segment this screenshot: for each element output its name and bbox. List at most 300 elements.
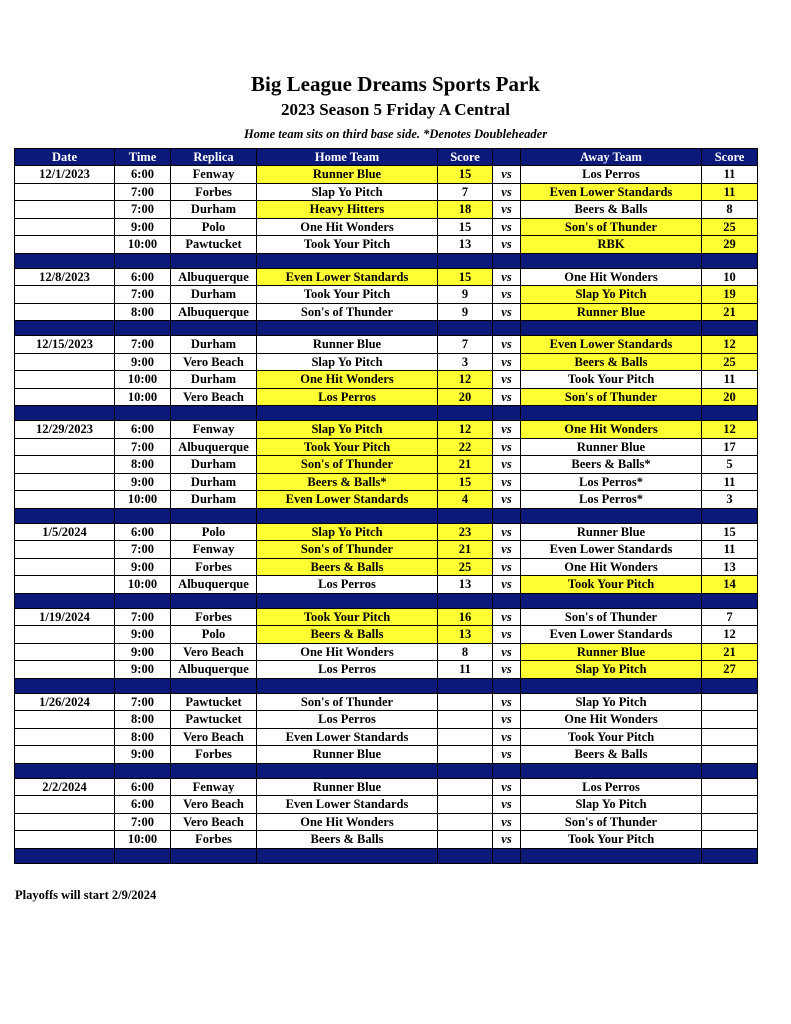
away-team: Son's of Thunder xyxy=(521,388,702,406)
home-team: Runner Blue xyxy=(257,746,438,764)
away-team: Runner Blue xyxy=(521,438,702,456)
away-score xyxy=(702,711,758,729)
away-team: Took Your Pitch xyxy=(521,831,702,849)
separator-cell xyxy=(438,848,493,863)
game-time: 9:00 xyxy=(115,661,171,679)
table-row xyxy=(15,778,758,796)
table-row xyxy=(15,218,758,236)
separator-cell xyxy=(257,848,438,863)
playoffs-note: Playoffs will start 2/9/2024 xyxy=(15,888,157,902)
separator-cell xyxy=(438,406,493,421)
separator-cell xyxy=(257,321,438,336)
home-score: 4 xyxy=(438,491,493,509)
away-team: Slap Yo Pitch xyxy=(521,693,702,711)
game-replica: Fenway xyxy=(171,166,257,184)
away-team: Runner Blue xyxy=(521,303,702,321)
table-row xyxy=(15,268,758,286)
game-time: 10:00 xyxy=(115,831,171,849)
separator-cell xyxy=(493,763,521,778)
game-date xyxy=(15,746,115,764)
game-time: 9:00 xyxy=(115,218,171,236)
game-time: 6:00 xyxy=(115,523,171,541)
away-score xyxy=(702,728,758,746)
vs-label: vs xyxy=(493,456,521,474)
week-separator xyxy=(15,406,758,421)
separator-cell xyxy=(15,678,115,693)
game-date: 12/29/2023 xyxy=(15,421,115,439)
away-score: 11 xyxy=(702,473,758,491)
home-team: Even Lower Standards xyxy=(257,491,438,509)
game-date xyxy=(15,236,115,254)
vs-label: vs xyxy=(493,353,521,371)
away-team: Even Lower Standards xyxy=(521,336,702,354)
away-score: 25 xyxy=(702,353,758,371)
game-date xyxy=(15,371,115,389)
home-score: 16 xyxy=(438,608,493,626)
column-header: Score xyxy=(702,149,758,166)
home-score: 12 xyxy=(438,371,493,389)
table-row xyxy=(15,421,758,439)
separator-cell xyxy=(493,406,521,421)
game-replica: Durham xyxy=(171,336,257,354)
home-score: 13 xyxy=(438,576,493,594)
week-separator xyxy=(15,848,758,863)
week-separator xyxy=(15,593,758,608)
game-replica: Vero Beach xyxy=(171,728,257,746)
away-team: Los Perros* xyxy=(521,491,702,509)
schedule-note: Home team sits on third base side. *Denotes Doubleheader xyxy=(243,127,548,141)
game-time: 6:00 xyxy=(115,421,171,439)
game-date xyxy=(15,813,115,831)
game-date xyxy=(15,643,115,661)
game-date xyxy=(15,831,115,849)
week-separator xyxy=(15,321,758,336)
away-score: 13 xyxy=(702,558,758,576)
vs-label: vs xyxy=(493,473,521,491)
home-score xyxy=(438,746,493,764)
table-row xyxy=(15,541,758,559)
game-time: 6:00 xyxy=(115,166,171,184)
away-score: 15 xyxy=(702,523,758,541)
table-row xyxy=(15,693,758,711)
away-score: 8 xyxy=(702,201,758,219)
away-team: Son's of Thunder xyxy=(521,608,702,626)
game-replica: Durham xyxy=(171,473,257,491)
table-row xyxy=(15,491,758,509)
game-replica: Albuquerque xyxy=(171,303,257,321)
separator-cell xyxy=(171,406,257,421)
separator-cell xyxy=(15,593,115,608)
game-replica: Vero Beach xyxy=(171,353,257,371)
vs-label: vs xyxy=(493,183,521,201)
table-row xyxy=(15,661,758,679)
home-score xyxy=(438,831,493,849)
column-header: Score xyxy=(438,149,493,166)
table-row xyxy=(15,456,758,474)
table-row xyxy=(15,728,758,746)
table-row xyxy=(15,286,758,304)
game-time: 8:00 xyxy=(115,303,171,321)
away-score: 5 xyxy=(702,456,758,474)
home-score: 15 xyxy=(438,218,493,236)
away-team: Slap Yo Pitch xyxy=(521,796,702,814)
game-date xyxy=(15,456,115,474)
game-date: 12/15/2023 xyxy=(15,336,115,354)
away-team: One Hit Wonders xyxy=(521,558,702,576)
away-team: One Hit Wonders xyxy=(521,268,702,286)
separator-cell xyxy=(257,593,438,608)
game-replica: Forbes xyxy=(171,831,257,849)
vs-label: vs xyxy=(493,371,521,389)
separator-cell xyxy=(115,321,171,336)
table-row xyxy=(15,336,758,354)
home-score: 15 xyxy=(438,473,493,491)
home-score: 11 xyxy=(438,661,493,679)
separator-cell xyxy=(15,508,115,523)
game-replica: Polo xyxy=(171,523,257,541)
separator-cell xyxy=(493,321,521,336)
away-score xyxy=(702,693,758,711)
game-replica: Forbes xyxy=(171,746,257,764)
home-score xyxy=(438,778,493,796)
separator-cell xyxy=(257,678,438,693)
home-score: 15 xyxy=(438,268,493,286)
game-replica: Durham xyxy=(171,371,257,389)
separator-cell xyxy=(438,508,493,523)
game-time: 6:00 xyxy=(115,796,171,814)
game-replica: Fenway xyxy=(171,778,257,796)
separator-cell xyxy=(115,763,171,778)
separator-cell xyxy=(521,848,702,863)
game-date: 12/1/2023 xyxy=(15,166,115,184)
vs-label: vs xyxy=(493,166,521,184)
vs-label: vs xyxy=(493,608,521,626)
separator-cell xyxy=(115,508,171,523)
vs-label: vs xyxy=(493,236,521,254)
home-score: 22 xyxy=(438,438,493,456)
game-time: 7:00 xyxy=(115,608,171,626)
game-replica: Pawtucket xyxy=(171,236,257,254)
away-score: 19 xyxy=(702,286,758,304)
away-score: 21 xyxy=(702,303,758,321)
page-title: Big League Dreams Sports Park xyxy=(251,72,540,96)
game-date xyxy=(15,541,115,559)
game-time: 6:00 xyxy=(115,268,171,286)
home-team: Took Your Pitch xyxy=(257,236,438,254)
home-team: Son's of Thunder xyxy=(257,456,438,474)
home-team: Los Perros xyxy=(257,388,438,406)
home-score: 7 xyxy=(438,183,493,201)
away-team: Even Lower Standards xyxy=(521,626,702,644)
separator-cell xyxy=(493,848,521,863)
home-score: 9 xyxy=(438,286,493,304)
game-date: 2/2/2024 xyxy=(15,778,115,796)
game-date: 1/26/2024 xyxy=(15,693,115,711)
game-time: 8:00 xyxy=(115,728,171,746)
separator-cell xyxy=(702,253,758,268)
away-score: 21 xyxy=(702,643,758,661)
separator-cell xyxy=(171,593,257,608)
table-header-row xyxy=(15,149,758,166)
game-replica: Durham xyxy=(171,201,257,219)
table-row xyxy=(15,608,758,626)
away-team: Took Your Pitch xyxy=(521,728,702,746)
home-score: 25 xyxy=(438,558,493,576)
game-replica: Forbes xyxy=(171,608,257,626)
game-date: 1/19/2024 xyxy=(15,608,115,626)
home-score: 8 xyxy=(438,643,493,661)
game-time: 7:00 xyxy=(115,286,171,304)
home-team: Took Your Pitch xyxy=(257,286,438,304)
game-replica: Pawtucket xyxy=(171,693,257,711)
table-row xyxy=(15,388,758,406)
separator-cell xyxy=(171,508,257,523)
separator-cell xyxy=(171,678,257,693)
away-score xyxy=(702,746,758,764)
home-score xyxy=(438,711,493,729)
vs-label: vs xyxy=(493,643,521,661)
away-team: Los Perros xyxy=(521,778,702,796)
table-row xyxy=(15,183,758,201)
away-score: 7 xyxy=(702,608,758,626)
game-date xyxy=(15,576,115,594)
game-time: 9:00 xyxy=(115,558,171,576)
table-row xyxy=(15,236,758,254)
vs-label: vs xyxy=(493,268,521,286)
separator-cell xyxy=(521,593,702,608)
home-score xyxy=(438,693,493,711)
vs-label: vs xyxy=(493,558,521,576)
week-separator xyxy=(15,763,758,778)
home-team: One Hit Wonders xyxy=(257,218,438,236)
game-date xyxy=(15,183,115,201)
table-row xyxy=(15,626,758,644)
column-header: Time xyxy=(115,149,171,166)
game-time: 8:00 xyxy=(115,711,171,729)
separator-cell xyxy=(493,593,521,608)
home-team: Beers & Balls xyxy=(257,831,438,849)
away-score: 12 xyxy=(702,421,758,439)
home-score: 13 xyxy=(438,236,493,254)
separator-cell xyxy=(15,848,115,863)
separator-cell xyxy=(521,253,702,268)
separator-cell xyxy=(521,508,702,523)
game-replica: Vero Beach xyxy=(171,643,257,661)
away-score: 14 xyxy=(702,576,758,594)
page-subtitle: 2023 Season 5 Friday A Central xyxy=(280,100,511,119)
game-replica: Fenway xyxy=(171,541,257,559)
game-time: 7:00 xyxy=(115,438,171,456)
separator-cell xyxy=(438,763,493,778)
separator-cell xyxy=(257,406,438,421)
table-row xyxy=(15,813,758,831)
away-team: One Hit Wonders xyxy=(521,711,702,729)
separator-cell xyxy=(702,508,758,523)
away-score: 12 xyxy=(702,336,758,354)
table-row xyxy=(15,438,758,456)
table-row xyxy=(15,746,758,764)
table-row xyxy=(15,201,758,219)
home-team: Son's of Thunder xyxy=(257,693,438,711)
vs-label: vs xyxy=(493,661,521,679)
home-team: Slap Yo Pitch xyxy=(257,523,438,541)
vs-label: vs xyxy=(493,388,521,406)
vs-label: vs xyxy=(493,831,521,849)
home-team: Slap Yo Pitch xyxy=(257,353,438,371)
home-score: 9 xyxy=(438,303,493,321)
away-team: Runner Blue xyxy=(521,643,702,661)
home-team: Even Lower Standards xyxy=(257,728,438,746)
home-score xyxy=(438,796,493,814)
game-date xyxy=(15,626,115,644)
home-team: Beers & Balls xyxy=(257,626,438,644)
game-replica: Durham xyxy=(171,491,257,509)
game-date xyxy=(15,201,115,219)
home-team: Son's of Thunder xyxy=(257,541,438,559)
away-score: 11 xyxy=(702,166,758,184)
column-header xyxy=(493,149,521,166)
home-score xyxy=(438,728,493,746)
game-time: 7:00 xyxy=(115,541,171,559)
away-team: Los Perros xyxy=(521,166,702,184)
away-score: 29 xyxy=(702,236,758,254)
column-header: Away Team xyxy=(521,149,702,166)
game-time: 9:00 xyxy=(115,473,171,491)
vs-label: vs xyxy=(493,626,521,644)
game-date xyxy=(15,796,115,814)
away-team: Even Lower Standards xyxy=(521,541,702,559)
home-team: Runner Blue xyxy=(257,336,438,354)
away-team: Son's of Thunder xyxy=(521,218,702,236)
game-replica: Albuquerque xyxy=(171,576,257,594)
game-time: 6:00 xyxy=(115,778,171,796)
home-team: Even Lower Standards xyxy=(257,796,438,814)
home-team: Slap Yo Pitch xyxy=(257,183,438,201)
vs-label: vs xyxy=(493,491,521,509)
home-score: 23 xyxy=(438,523,493,541)
column-header: Date xyxy=(15,149,115,166)
away-score: 20 xyxy=(702,388,758,406)
vs-label: vs xyxy=(493,336,521,354)
away-team: Took Your Pitch xyxy=(521,371,702,389)
home-team: Slap Yo Pitch xyxy=(257,421,438,439)
away-team: Slap Yo Pitch xyxy=(521,661,702,679)
home-score: 12 xyxy=(438,421,493,439)
vs-label: vs xyxy=(493,438,521,456)
game-replica: Forbes xyxy=(171,558,257,576)
home-team: One Hit Wonders xyxy=(257,643,438,661)
home-score: 13 xyxy=(438,626,493,644)
table-row xyxy=(15,473,758,491)
vs-label: vs xyxy=(493,693,521,711)
away-score: 25 xyxy=(702,218,758,236)
away-score xyxy=(702,831,758,849)
vs-label: vs xyxy=(493,746,521,764)
separator-cell xyxy=(115,406,171,421)
vs-label: vs xyxy=(493,286,521,304)
away-score: 27 xyxy=(702,661,758,679)
table-row xyxy=(15,303,758,321)
table-row xyxy=(15,643,758,661)
home-team: Los Perros xyxy=(257,661,438,679)
home-team: Runner Blue xyxy=(257,166,438,184)
away-score: 12 xyxy=(702,626,758,644)
separator-cell xyxy=(115,253,171,268)
column-header: Replica xyxy=(171,149,257,166)
home-team: Heavy Hitters xyxy=(257,201,438,219)
separator-cell xyxy=(702,321,758,336)
away-score: 3 xyxy=(702,491,758,509)
separator-cell xyxy=(521,406,702,421)
away-team: Beers & Balls xyxy=(521,201,702,219)
game-time: 9:00 xyxy=(115,353,171,371)
game-replica: Durham xyxy=(171,456,257,474)
away-team: RBK xyxy=(521,236,702,254)
separator-cell xyxy=(438,593,493,608)
game-time: 10:00 xyxy=(115,576,171,594)
separator-cell xyxy=(15,406,115,421)
game-time: 10:00 xyxy=(115,388,171,406)
home-team: Even Lower Standards xyxy=(257,268,438,286)
home-team: Took Your Pitch xyxy=(257,438,438,456)
game-time: 8:00 xyxy=(115,456,171,474)
home-score: 21 xyxy=(438,541,493,559)
game-replica: Albuquerque xyxy=(171,268,257,286)
separator-cell xyxy=(171,321,257,336)
game-time: 9:00 xyxy=(115,643,171,661)
game-replica: Fenway xyxy=(171,421,257,439)
vs-label: vs xyxy=(493,303,521,321)
game-replica: Polo xyxy=(171,626,257,644)
separator-cell xyxy=(115,848,171,863)
home-score: 18 xyxy=(438,201,493,219)
separator-cell xyxy=(438,678,493,693)
separator-cell xyxy=(493,253,521,268)
game-date: 1/5/2024 xyxy=(15,523,115,541)
separator-cell xyxy=(257,253,438,268)
vs-label: vs xyxy=(493,796,521,814)
home-score: 7 xyxy=(438,336,493,354)
table-row xyxy=(15,576,758,594)
game-replica: Forbes xyxy=(171,183,257,201)
vs-label: vs xyxy=(493,218,521,236)
game-time: 9:00 xyxy=(115,746,171,764)
home-score xyxy=(438,813,493,831)
home-team: Took Your Pitch xyxy=(257,608,438,626)
separator-cell xyxy=(438,321,493,336)
away-score: 11 xyxy=(702,183,758,201)
game-replica: Polo xyxy=(171,218,257,236)
game-date xyxy=(15,286,115,304)
game-time: 7:00 xyxy=(115,201,171,219)
vs-label: vs xyxy=(493,728,521,746)
home-score: 15 xyxy=(438,166,493,184)
schedule-table xyxy=(14,148,758,864)
home-team: One Hit Wonders xyxy=(257,813,438,831)
away-team: Son's of Thunder xyxy=(521,813,702,831)
separator-cell xyxy=(521,763,702,778)
separator-cell xyxy=(521,678,702,693)
table-row xyxy=(15,166,758,184)
game-date xyxy=(15,491,115,509)
table-row xyxy=(15,353,758,371)
game-time: 7:00 xyxy=(115,693,171,711)
away-team: Beers & Balls xyxy=(521,746,702,764)
separator-cell xyxy=(702,678,758,693)
game-date xyxy=(15,473,115,491)
away-score: 17 xyxy=(702,438,758,456)
home-team: Beers & Balls* xyxy=(257,473,438,491)
